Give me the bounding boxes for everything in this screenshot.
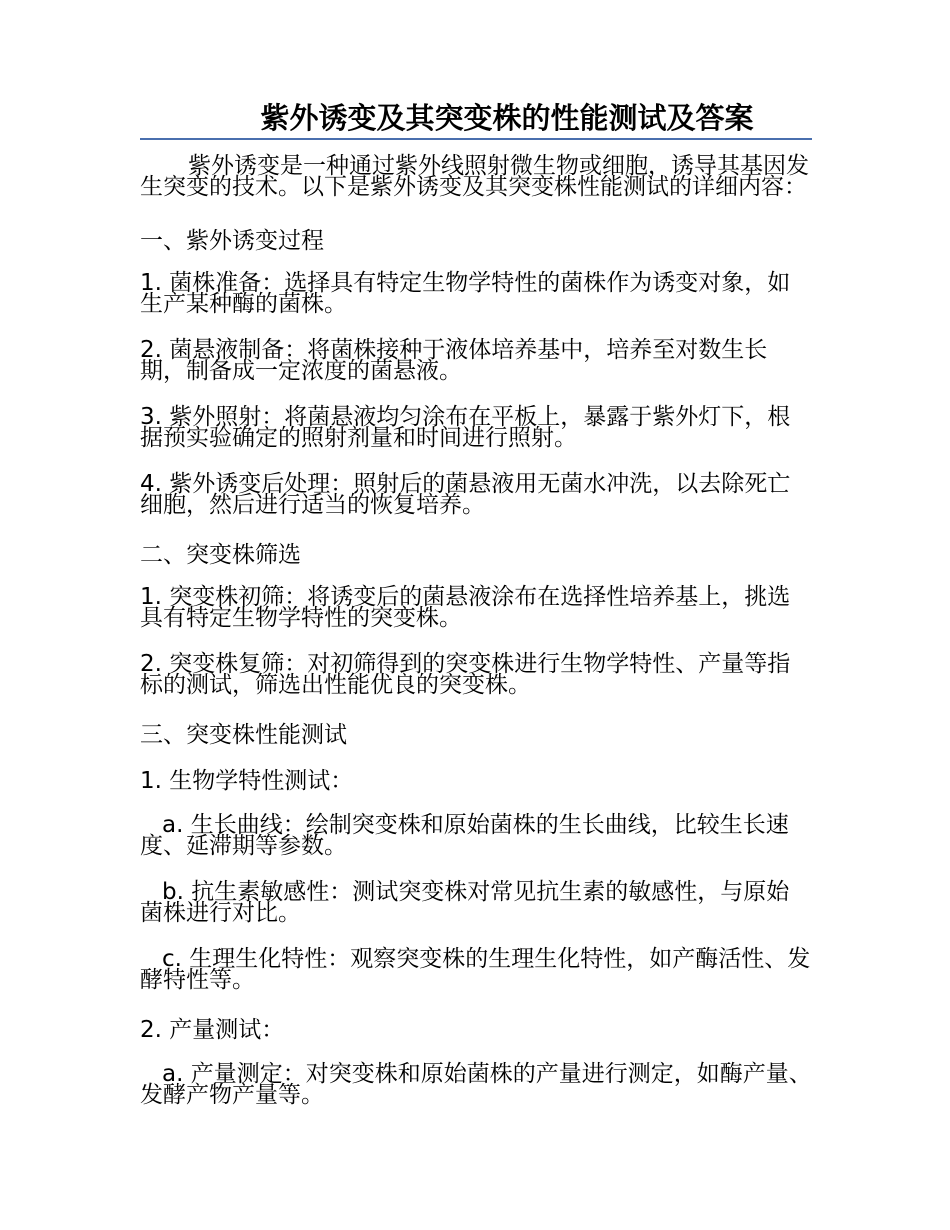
intro-paragraph: 紫外诱变是一种通过紫外线照射微生物或细胞，诱导其基因发生突变的技术。以下是紫外诱变及其突变株性能测试的详细内容： [140, 153, 809, 200]
section-3-heading: 三、突变株性能测试 [140, 722, 347, 748]
section-1-heading: 一、紫外诱变过程 [140, 228, 324, 254]
title-underline [140, 138, 812, 140]
bio-test-heading: 1. 生物学特性测试： [140, 768, 354, 794]
section-2-heading: 二、突变株筛选 [140, 542, 301, 568]
section-2-item-1: 1. 突变株初筛：将诱变后的菌悬液涂布在选择性培养基上，挑选具有特定生物学特性的突变株。 [140, 584, 791, 631]
section-1-item-1: 1. 菌株准备：选择具有特定生物学特性的菌株作为诱变对象，如生产某种酶的菌株。 [140, 270, 791, 317]
yield-test-item-a: a. 产量测定：对突变株和原始菌株的产量进行测定，如酶产量、发酵产物产量等。 [140, 1061, 812, 1108]
section-1-item-3: 3. 紫外照射：将菌悬液均匀涂布在平板上，暴露于紫外灯下，根据预实验确定的照射剂量和时间进行照射。 [140, 404, 791, 451]
section-1-item-4: 4. 紫外诱变后处理：照射后的菌悬液用无菌水冲洗，以去除死亡细胞，然后进行适当的恢复培养。 [140, 471, 791, 518]
bio-test-item-c: c. 生理生化特性：观察突变株的生理生化特性，如产酶活性、发酵特性等。 [140, 946, 811, 993]
section-2-item-2: 2. 突变株复筛：对初筛得到的突变株进行生物学特性、产量等指标的测试，筛选出性能优良的突变株。 [140, 651, 791, 698]
section-1-item-2: 2. 菌悬液制备：将菌株接种于液体培养基中，培养至对数生长期，制备成一定浓度的菌悬液。 [140, 337, 768, 384]
document-title: 紫外诱变及其突变株的性能测试及答案 [260, 101, 754, 135]
document-page [140, 98, 812, 1131]
bio-test-item-b: b. 抗生素敏感性：测试突变株对常见抗生素的敏感性，与原始菌株进行对比。 [140, 879, 790, 926]
bio-test-item-a: a. 生长曲线：绘制突变株和原始菌株的生长曲线，比较生长速度、延滞期等参数。 [140, 812, 789, 859]
yield-test-heading: 2. 产量测试： [140, 1017, 285, 1043]
